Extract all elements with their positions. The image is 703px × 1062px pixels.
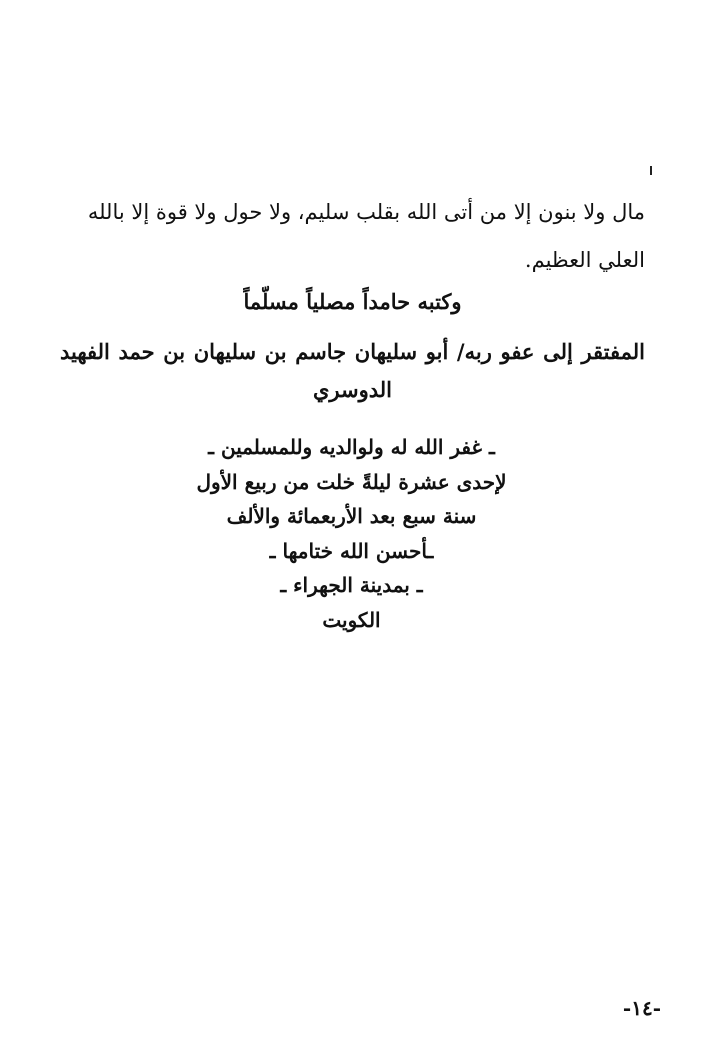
closing-line: ـ بمدينة الجهراء ـ	[280, 573, 423, 597]
signature-name-continued: الدوسري	[312, 377, 393, 402]
signature-name: المفتقر إلى عفو ربه/ أبو سليهان جاسم بن سليهان بن حمد الفهيد	[60, 339, 645, 364]
body-line: مال ولا بنون إلا من أتى الله بقلب سليم، ولا حول ولا قوة إلا بالله	[87, 200, 645, 224]
closing-line: ـأحسن الله ختامها ـ	[269, 538, 434, 563]
body-line: العلي العظيم.	[524, 248, 645, 272]
closing-line: لإحدى عشرة ليلةً خلت من ربيع الأول	[196, 469, 507, 494]
page-number: -١٤-	[622, 996, 661, 1020]
closing-line: سنة سبع بعد الأربعمائة والألف	[226, 504, 477, 528]
body-paragraph	[78, 188, 645, 284]
signature-lead: وكتبه حامداً مصلياً مسلّماً	[243, 289, 462, 314]
closing-block	[150, 430, 553, 637]
closing-line: ـ غفر الله له ولوالديه وللمسلمين ـ	[208, 435, 495, 459]
margin-mark	[650, 166, 652, 175]
closing-line: الكويت	[322, 607, 381, 632]
